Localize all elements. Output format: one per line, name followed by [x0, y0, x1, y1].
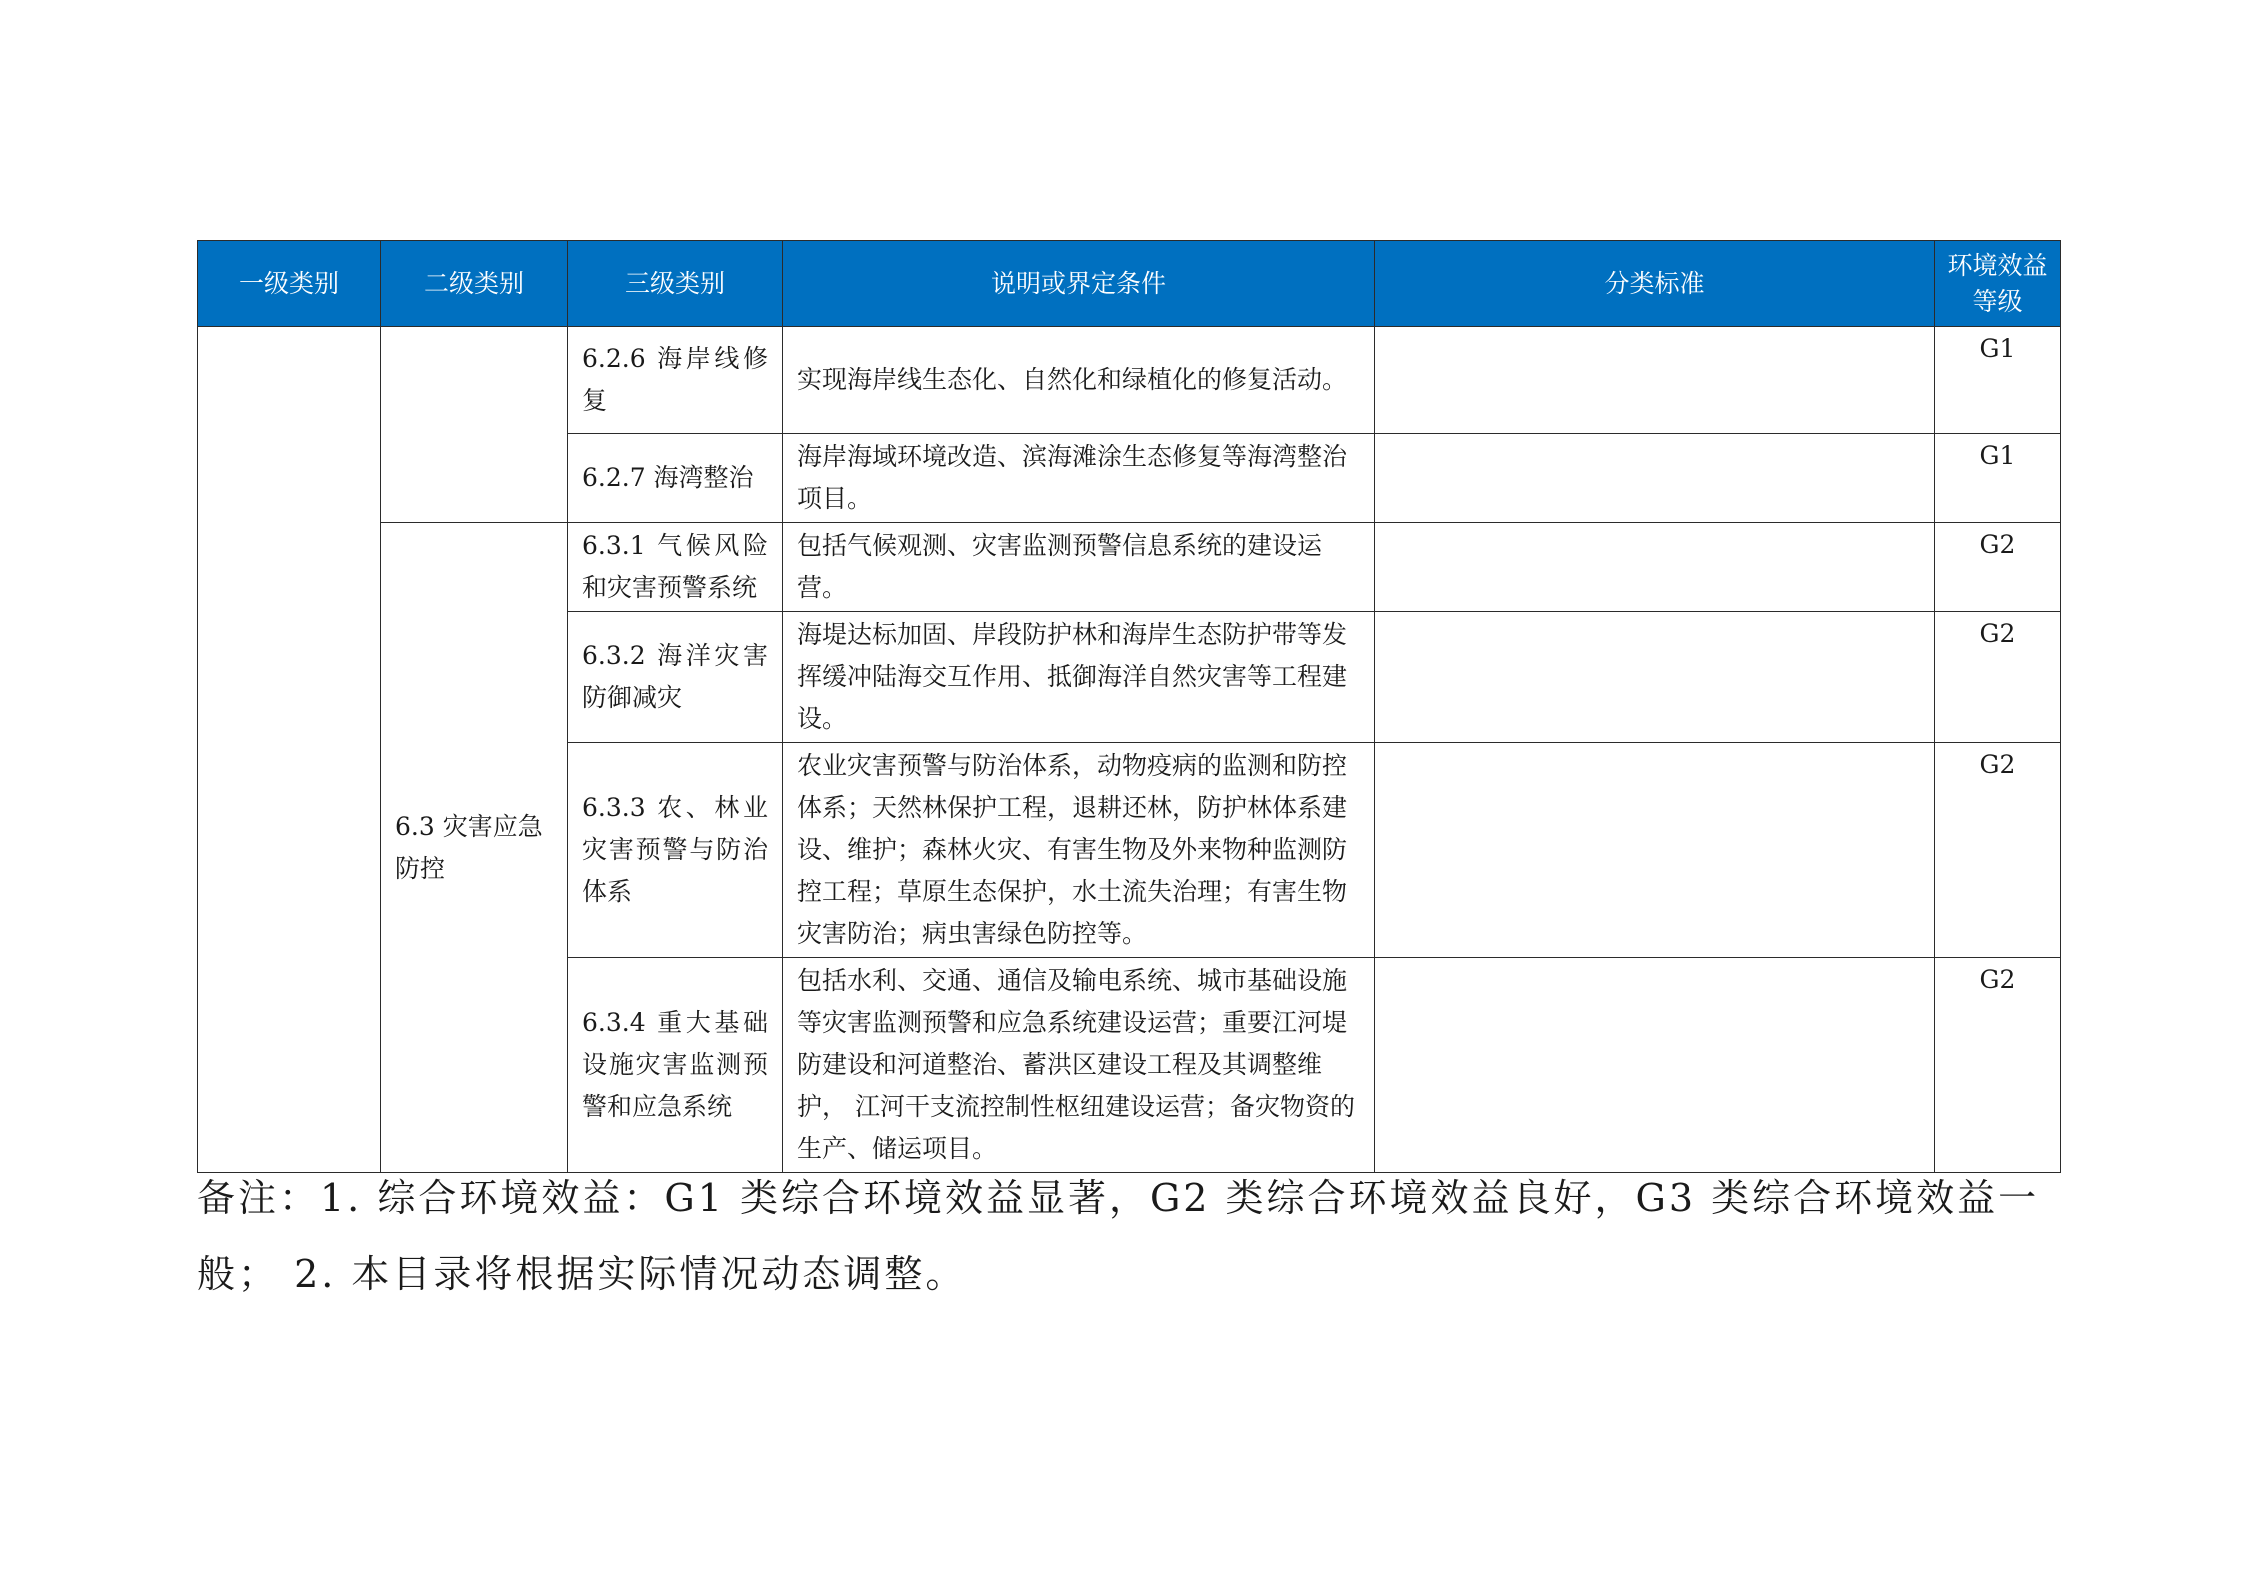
green-catalog-table [197, 240, 2061, 1173]
level3-cell: 6.2.7 海湾整治 [568, 434, 783, 523]
grade-cell: G2 [1935, 743, 2061, 958]
level1-cell [198, 327, 381, 1173]
header-standard: 分类标准 [1375, 241, 1935, 327]
level3-cell: 6.2.6 海岸线修复 [568, 327, 783, 434]
header-grade: 环境效益等级 [1935, 241, 2061, 327]
remark-line-1: 备注：1. 综合环境效益：G1 类综合环境效益显著，G2 类综合环境效益良好，G3 类综合环境效益一 [197, 1176, 2040, 1220]
grade-cell: G1 [1935, 434, 2061, 523]
header-level3: 三级类别 [568, 241, 783, 327]
level2-cell [381, 327, 568, 523]
standard-cell [1375, 612, 1935, 743]
header-description: 说明或界定条件 [783, 241, 1375, 327]
level3-cell: 6.3.2 海洋灾害防御减灾 [568, 612, 783, 743]
grade-cell: G2 [1935, 958, 2061, 1173]
table-row [198, 523, 2061, 612]
description-cell: 农业灾害预警与防治体系，动物疫病的监测和防控体系；天然林保护工程，退耕还林，防护林体系建设、维护；森林火灾、有害生物及外来物种监测防控工程；草原生态保护，水土流失治理；有害生物灾害防治；病虫害绿色防控等。 [783, 743, 1375, 958]
standard-cell [1375, 434, 1935, 523]
table-header-row [198, 241, 2061, 327]
level3-cell: 6.3.1 气候风险和灾害预警系统 [568, 523, 783, 612]
description-cell: 海岸海域环境改造、滨海滩涂生态修复等海湾整治项目。 [783, 434, 1375, 523]
remark-line-2: 般； 2. 本目录将根据实际情况动态调整。 [197, 1252, 967, 1296]
standard-cell [1375, 743, 1935, 958]
description-cell: 包括水利、交通、通信及输电系统、城市基础设施等灾害监测预警和应急系统建设运营；重要江河堤防建设和河道整治、蓄洪区建设工程及其调整维护， 江河干支流控制性枢纽建设运营；备灾物资的生产、储运项目。 [783, 958, 1375, 1173]
grade-cell: G1 [1935, 327, 2061, 434]
remark-note [197, 1160, 2060, 1312]
description-cell: 实现海岸线生态化、自然化和绿植化的修复活动。 [783, 327, 1375, 434]
standard-cell [1375, 958, 1935, 1173]
standard-cell [1375, 327, 1935, 434]
level2-cell: 6.3 灾害应急防控 [381, 523, 568, 1173]
description-cell: 海堤达标加固、岸段防护林和海岸生态防护带等发挥缓冲陆海交互作用、抵御海洋自然灾害等工程建设。 [783, 612, 1375, 743]
level3-cell: 6.3.3 农、林业灾害预警与防治体系 [568, 743, 783, 958]
standard-cell [1375, 523, 1935, 612]
table-row [198, 327, 2061, 434]
grade-cell: G2 [1935, 612, 2061, 743]
header-level2: 二级类别 [381, 241, 568, 327]
level3-cell: 6.3.4 重大基础设施灾害监测预警和应急系统 [568, 958, 783, 1173]
description-cell: 包括气候观测、灾害监测预警信息系统的建设运营。 [783, 523, 1375, 612]
grade-cell: G2 [1935, 523, 2061, 612]
header-level1: 一级类别 [198, 241, 381, 327]
